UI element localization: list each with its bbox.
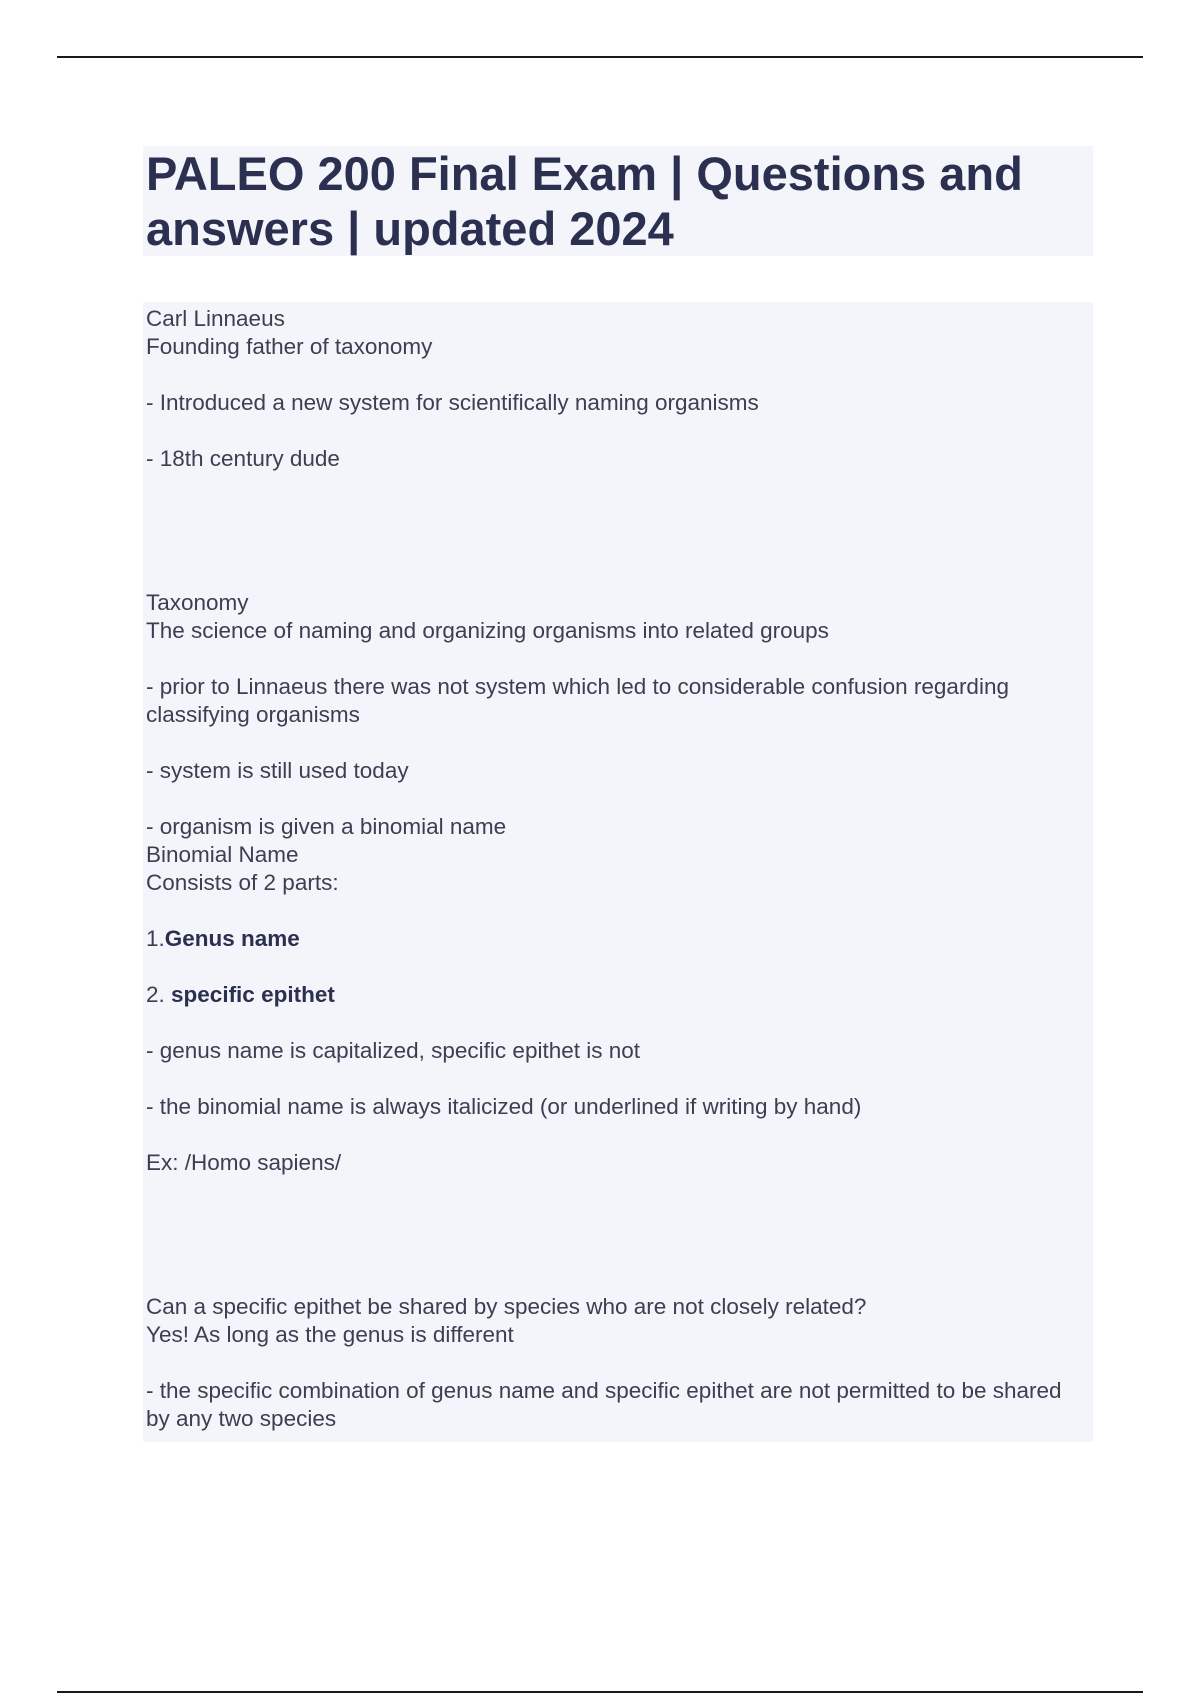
flashcard-list [143,302,1093,1442]
bottom-rule [57,1691,1143,1693]
card-part [146,925,1083,953]
part-label: Genus name [164,926,300,951]
card-definition: Founding father of taxonomy [146,334,433,359]
card-term: Taxonomy [146,590,249,615]
card-term: Can a specific epithet be shared by species who are not closely related? [146,1294,867,1319]
part-number: 1. [146,926,165,951]
card-bullet: - 18th century dude [146,446,340,471]
card-bullet: - the specific combination of genus name and specific epithet are not permitted to be shared by any two species [146,1378,1068,1431]
title-block [143,146,1093,256]
document-title: PALEO 200 Final Exam | Questions and answers | updated 2024 [146,147,1023,255]
card-definition: Consists of 2 parts: [146,870,339,895]
card-bullet: - Introduced a new system for scientifically naming organisms [146,390,759,415]
card-bullet: - organism is given a binomial name [146,814,507,839]
card-bullet: - genus name is capitalized, specific epithet is not [146,1038,641,1063]
top-rule [57,56,1143,58]
part-number: 2. [146,982,172,1007]
card-bullet: - system is still used today [146,758,409,783]
card-part [146,981,1083,1009]
part-label: specific epithet [171,982,335,1007]
card-definition: The science of naming and organizing organisms into related groups [146,618,829,643]
card-term: Binomial Name [146,842,299,867]
card-example: Ex: /Homo sapiens/ [146,1150,342,1175]
card-definition: Yes! As long as the genus is different [146,1322,514,1347]
card-bullet: - prior to Linnaeus there was not system which led to considerable confusion regarding classifying organisms [146,674,1016,727]
card-bullet: - the binomial name is always italicized (or underlined if writing by hand) [146,1094,862,1119]
card-term: Carl Linnaeus [146,306,285,331]
